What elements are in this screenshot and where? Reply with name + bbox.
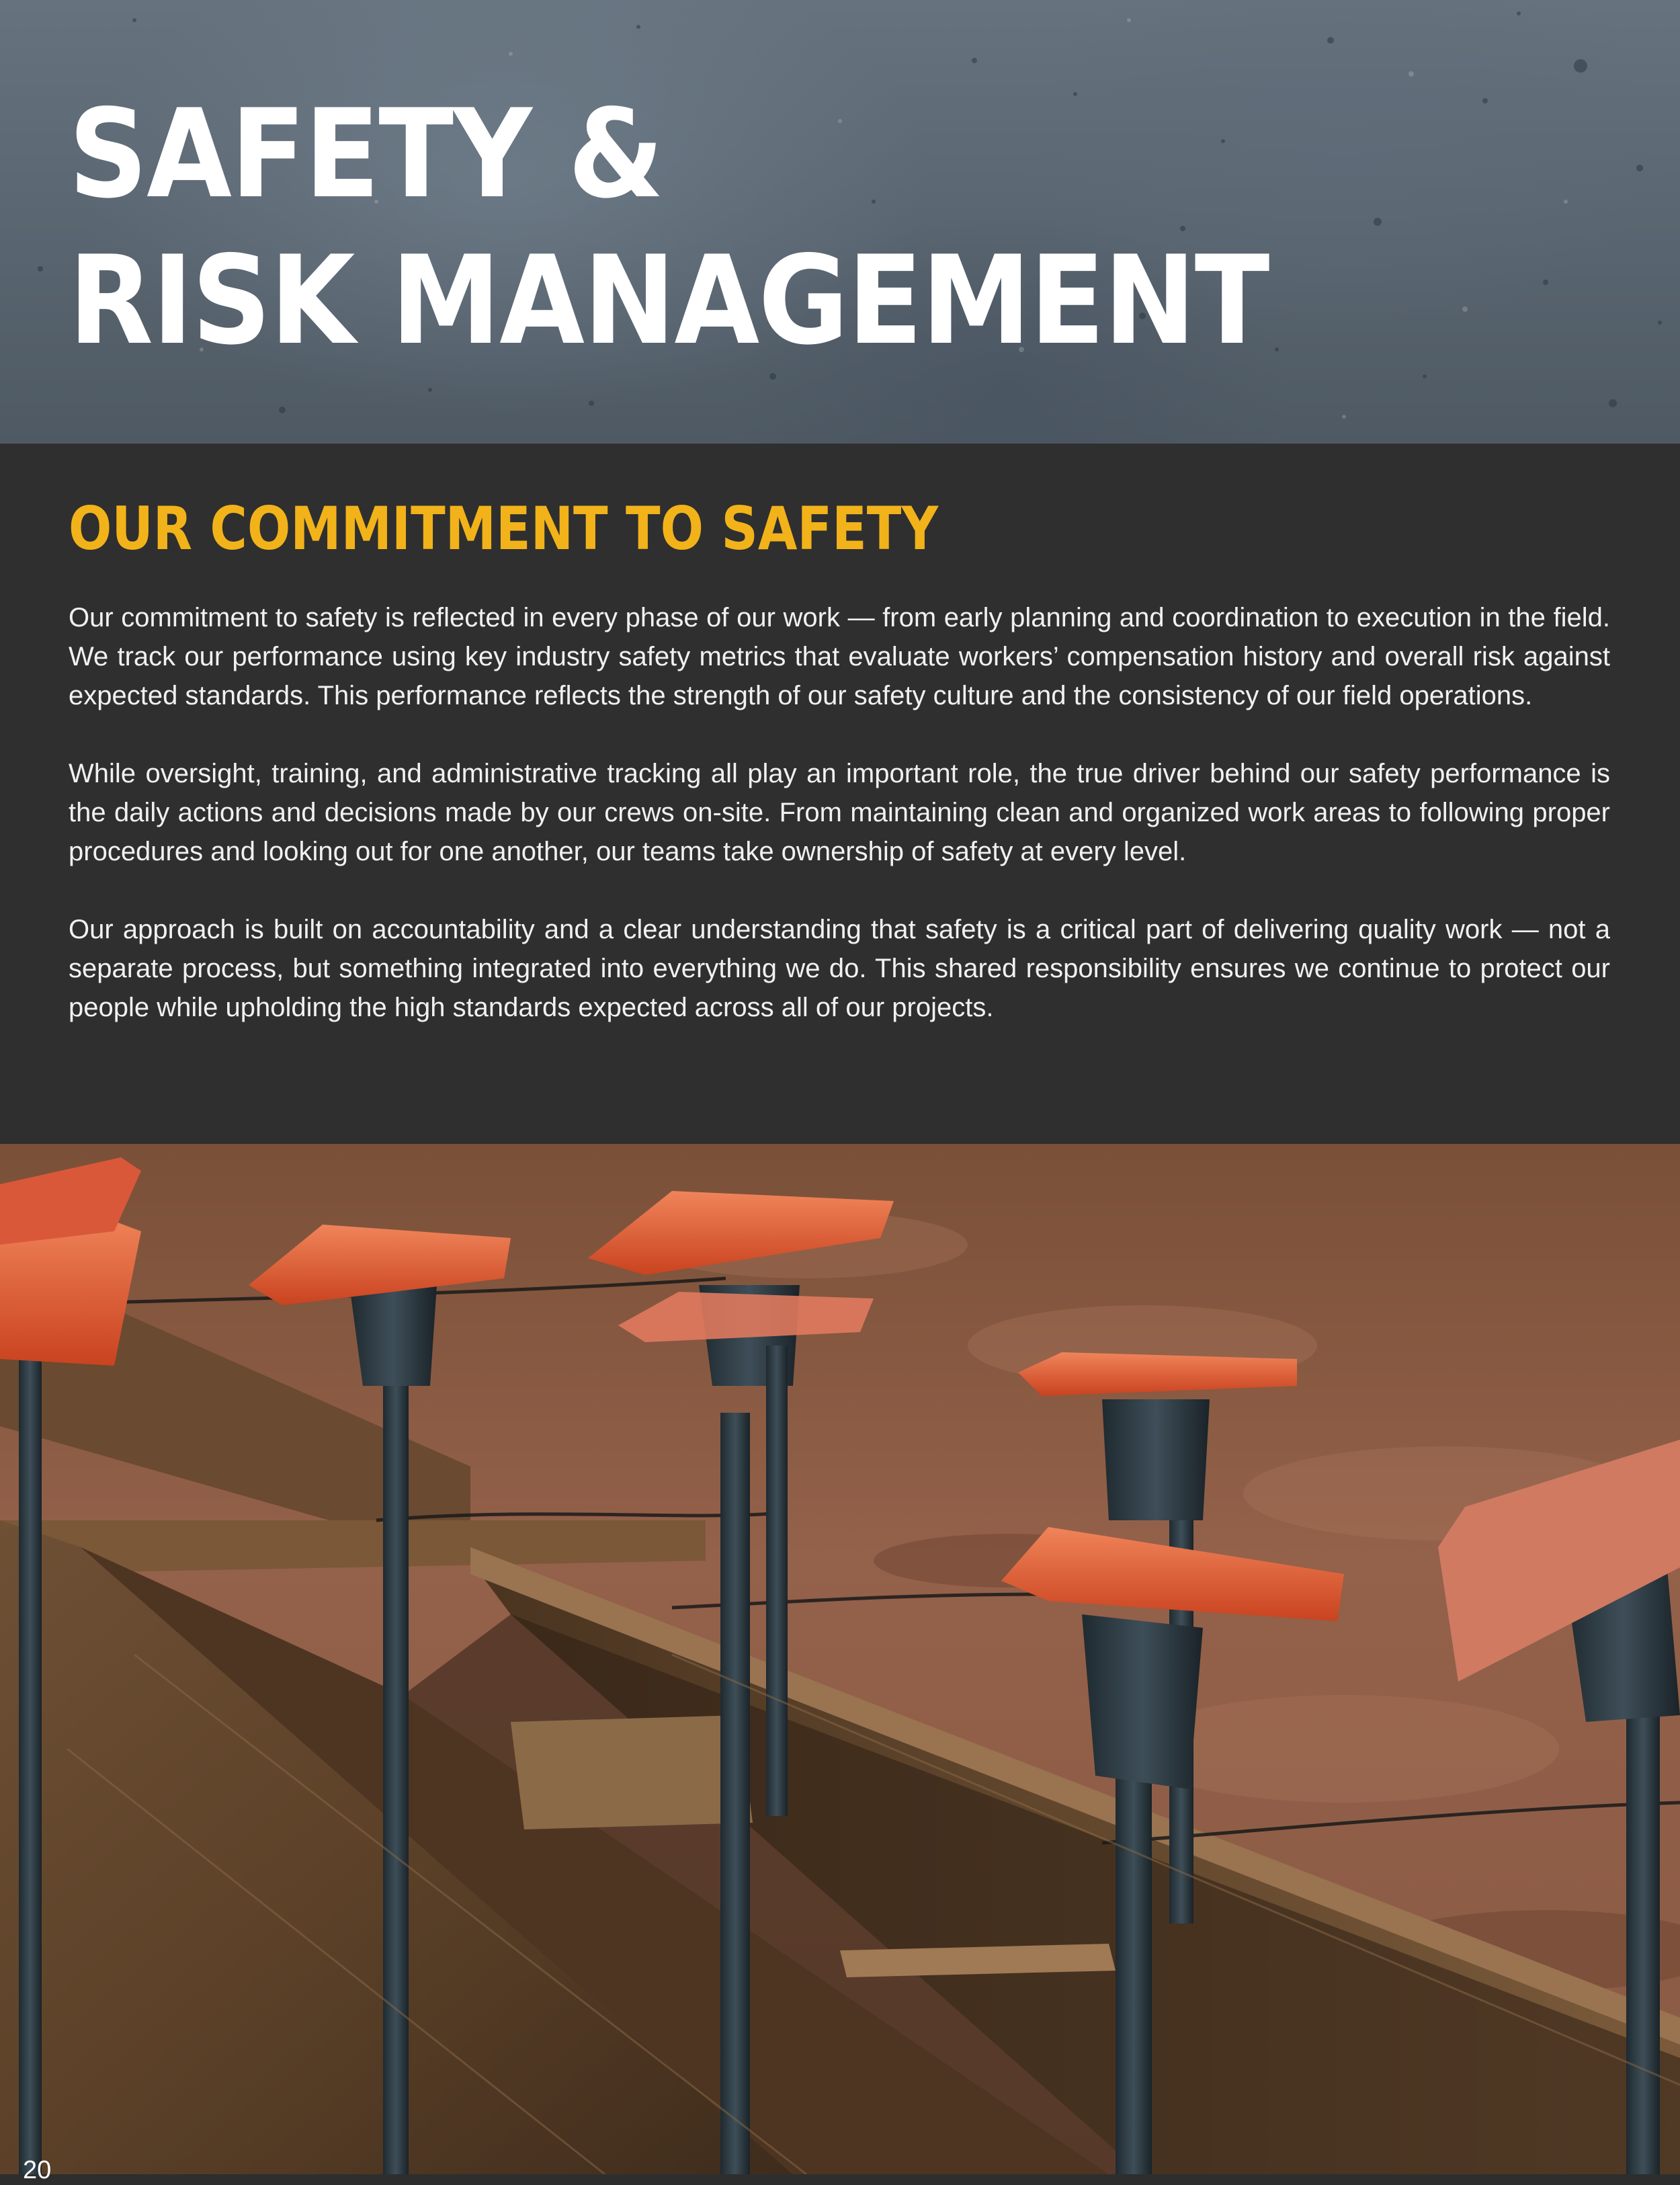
page-title (69, 81, 1269, 374)
section-heading: OUR COMMITMENT TO SAFETY (69, 494, 939, 563)
page-number: 20 (23, 2156, 52, 2184)
paragraph-2: While oversight, training, and administrative tracking all play an important role, the true driver behind our safety performance is the daily actions and decisions made by our crews on-site. From maintaining clean and organized work areas to following proper procedures and looking out for one another, our teams take ownership of safety at every level. (69, 759, 1610, 866)
construction-photo (0, 1144, 1680, 2174)
body-text (69, 598, 1610, 1066)
formwork-stakes-illustration (0, 1144, 1680, 2174)
title-line-2: RISK MANAGEMENT (69, 229, 1269, 372)
hero-banner (0, 0, 1680, 444)
paragraph-1: Our commitment to safety is reflected in every phase of our work — from early planning and coordination to execution in the field. We track our performance using key industry safety metrics that evaluate workers’ compensation history and overall risk against expected standards. This performance reflects the strength of our safety culture and the consistency of our field operations. (69, 603, 1610, 710)
paragraph-3: Our approach is built on accountability and a clear understanding that safety is a critical part of delivering quality work — not a separate process, but something integrated into everything we do. This shared responsibility ensures we continue to protect our people while upholding the high standards expected across all of our projects. (69, 915, 1610, 1022)
title-line-1: SAFETY & (69, 83, 663, 225)
commitment-section (0, 444, 1680, 1144)
